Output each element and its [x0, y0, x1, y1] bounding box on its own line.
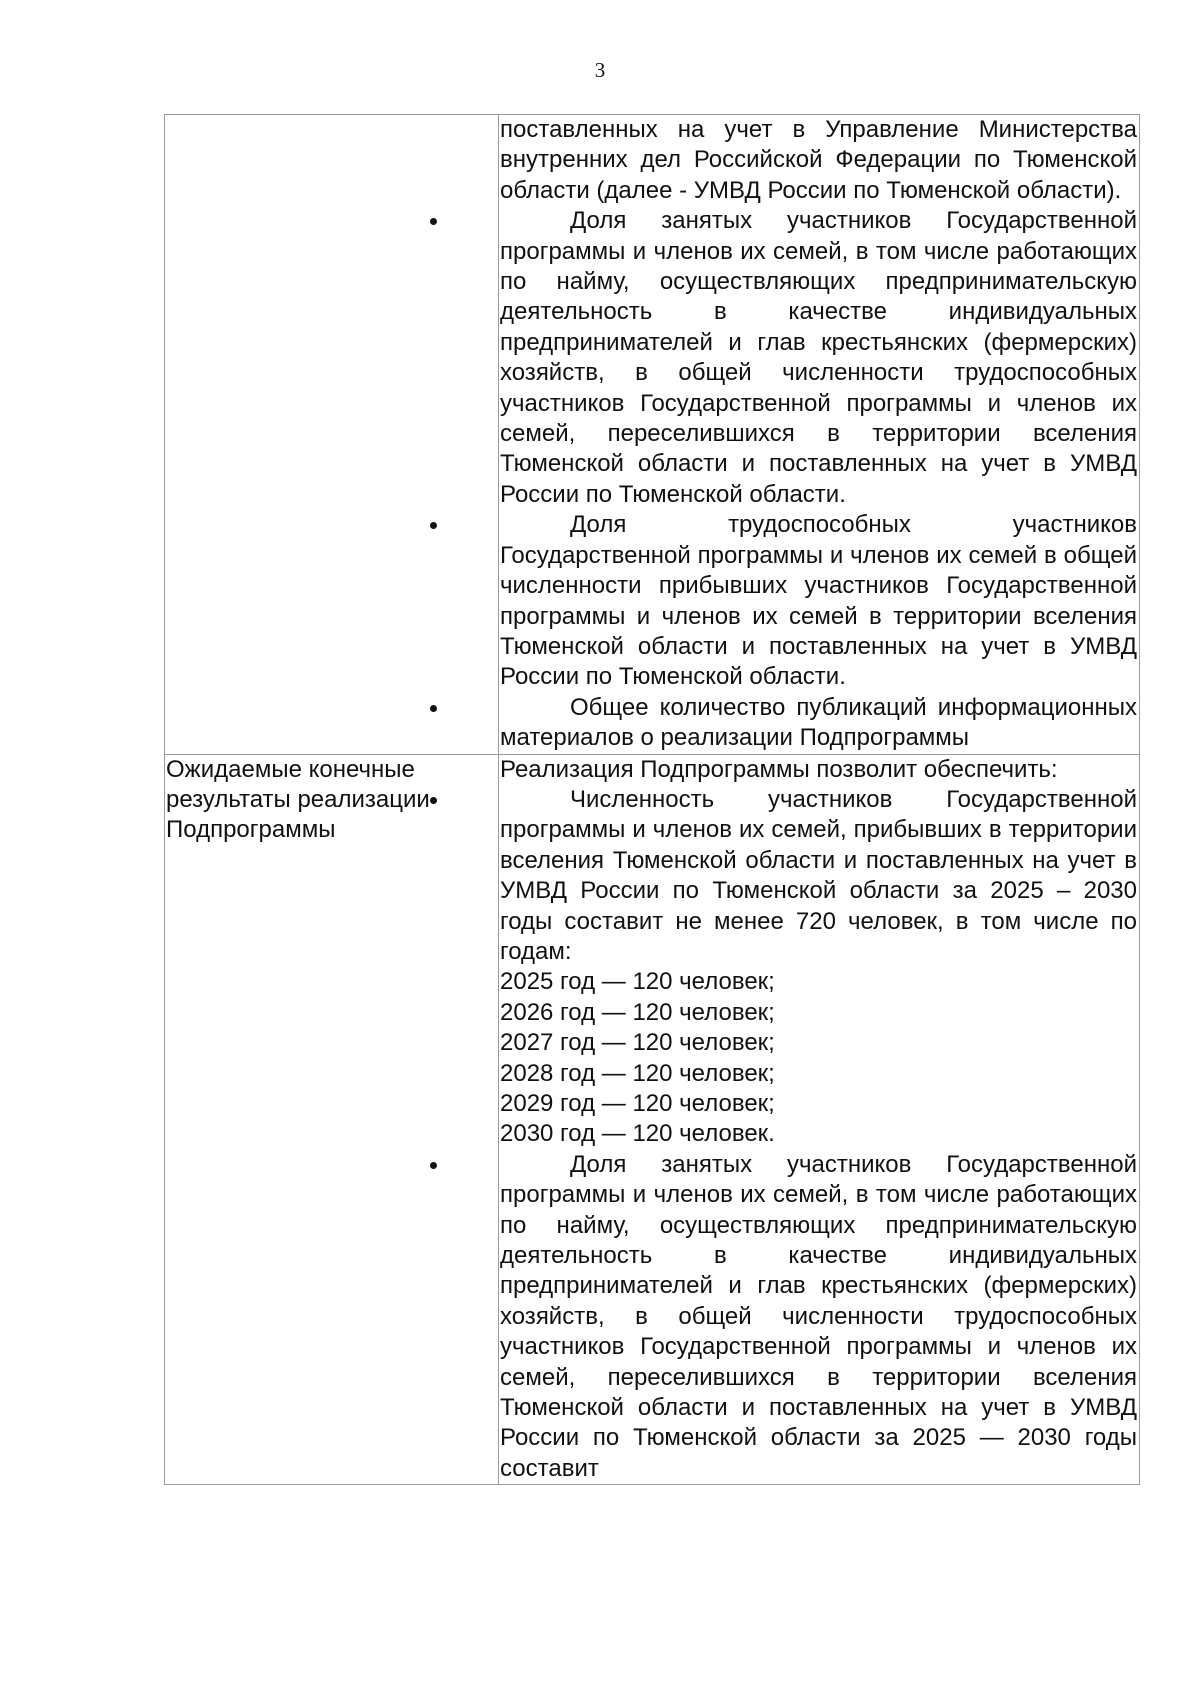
bullet-icon — [430, 1162, 437, 1169]
list-item-text: Общее количество публикаций информационных материалов о реализации Подпрограммы — [500, 693, 1137, 752]
row-label — [165, 115, 499, 755]
passport-table — [164, 114, 1140, 1485]
bullet-icon — [430, 705, 437, 712]
results-intro: Реализация Подпрограммы позволит обеспечить: — [500, 755, 1058, 783]
year-line: 2026 год — 120 человек; — [500, 998, 775, 1026]
list-item — [500, 1150, 1137, 1484]
continued-text: поставленных на учет в Управление Министерства внутренних дел Российской Федерации по Тюменской области (далее - УМВД России по Тюменской области). — [500, 116, 1137, 204]
bullet-icon — [430, 797, 437, 804]
list-item — [500, 693, 1137, 754]
row-content — [499, 115, 1140, 755]
list-item-text: Численность участников Государственной программы и членов их семей, прибывших в территории вселения Тюменской области и поставленных на учет в УМВД России по Тюменской области за 2025 – 2030 годы составит не менее 720 человек, в том числе по годам: — [500, 785, 1137, 965]
row-content — [499, 754, 1140, 1485]
list-item — [500, 206, 1137, 510]
year-line: 2027 год — 120 человек; — [500, 1029, 775, 1057]
list-item — [500, 510, 1137, 692]
page-number: 3 — [594, 58, 606, 82]
year-line: 2028 год — 120 человек; — [500, 1059, 775, 1087]
list-item-text: Доля трудоспособных участников Государственной программы и членов их семей в общей численности прибывших участников Государственной программы и членов их семей в территории вселения Тюменской области и поставленных на учет в УМВД России по Тюменской области. — [500, 511, 1137, 691]
list-item-text: Доля занятых участников Государственной программы и членов их семей, в том числе работающих по найму, осуществляющих предпринимательскую деятельность в качестве индивидуальных предпринимателей и глав крестьянских (фермерских) хозяйств, в общей численности трудоспособных участников Государственной программы и членов их семей, переселившихся в территории вселения Тюменской области и поставленных на учет в УМВД России по Тюменской области. — [500, 207, 1137, 508]
year-line: 2030 год — 120 человек. — [500, 1120, 775, 1148]
list-item — [500, 785, 1137, 967]
table-row — [165, 115, 1140, 755]
list-item-text: Доля занятых участников Государственной программы и членов их семей, в том числе работающих по найму, осуществляющих предпринимательскую деятельность в качестве индивидуальных предпринимателей и глав крестьянских (фермерских) хозяйств, в общей численности трудоспособных участников Государственной программы и членов их семей, переселившихся в территории вселения Тюменской области и поставленных на учет в УМВД России по Тюменской области за 2025 — 2030 годы составит — [500, 1150, 1137, 1482]
year-line: 2029 год — 120 человек; — [500, 1090, 775, 1117]
table-row — [165, 754, 1140, 1485]
row-label: Ожидаемые конечные результаты реализации Подпрограммы — [165, 754, 499, 1485]
year-line: 2025 год — 120 человек; — [500, 968, 775, 996]
